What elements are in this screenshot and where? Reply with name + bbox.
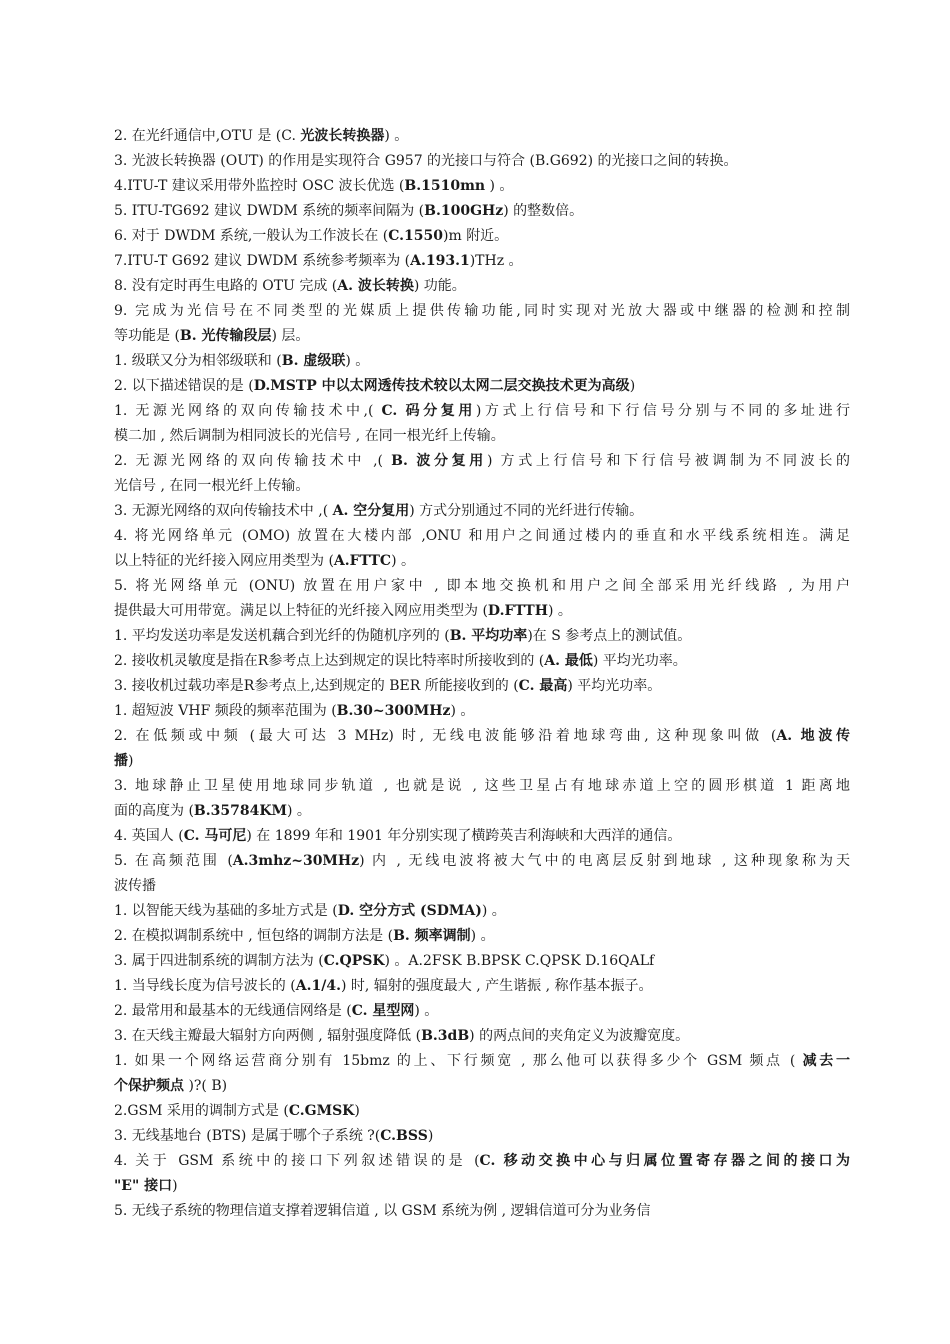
text-line (114, 949, 850, 974)
question-text: ) 层。 (271, 328, 310, 344)
question-text: ) 。 (470, 928, 495, 944)
question-text: 3. 无源光网络的双向传输技术中 ,( (114, 503, 333, 519)
text-line (114, 274, 850, 299)
question-text: 1. 平均发送功率是发送机藕合到光纤的伪随机序列的 ( (114, 628, 450, 644)
question-text: ) 方式分别通过不同的光纤进行传输。 (409, 503, 644, 519)
question-text: ) 。A.2FSK B.BPSK C.QPSK D.16QALf (384, 953, 655, 969)
question-text: ) 方式上行信号和下行信号被调制为不同波长的 (486, 453, 850, 469)
text-line (114, 249, 850, 274)
question-text: 8. 没有定时再生电路的 OTU 完成 ( (114, 278, 338, 294)
question-text: 3. 在天线主瓣最大辐射方向两侧 , 辐射强度降低 ( (114, 1028, 422, 1044)
question-text: 4. 将光网络单元 (OMO) 放置在大楼内部 ,ONU 和用户之间通过楼内的垂直和水平线系统相连。满足 (114, 528, 850, 544)
question-text: 面的高度为 ( (114, 803, 194, 819)
text-line (114, 924, 850, 949)
text-line (114, 1149, 850, 1174)
answer-text: B. 虚级联 (281, 353, 346, 369)
text-line (114, 874, 850, 899)
text-line (114, 849, 850, 874)
text-line (114, 799, 850, 824)
question-text: 2. 在光纤通信中,OTU 是 (C. (114, 128, 301, 144)
answer-text: 播 (114, 753, 128, 769)
text-line (114, 1049, 850, 1074)
question-text: 6. 对于 DWDM 系统,一般认为工作波长在 ( (114, 228, 389, 244)
question-text: 1. 超短波 VHF 频段的频率范围为 ( (114, 703, 337, 719)
answer-text: B.35784KM (193, 803, 287, 819)
question-text: ) 。 (345, 353, 370, 369)
question-text: 2. 在低频或中频 (最大可达 3 MHz) 时, 无线电波能够沿着地球弯曲, 这种现象叫做 ( (114, 728, 777, 744)
text-line (114, 1024, 850, 1049)
question-text: 3. 属于四进制系统的调制方法为 ( (114, 953, 324, 969)
question-text: 光信号 , 在同一根光纤上传输。 (114, 478, 310, 494)
question-text: 9. 完成为光信号在不同类型的光媒质上提供传输功能,同时实现对光放大器或中继器的检测和控制 (114, 303, 850, 319)
answer-text: B.3dB (421, 1028, 470, 1044)
question-text: )?( B) (184, 1078, 228, 1094)
question-text: 等功能是 ( (114, 328, 180, 344)
question-text: 5. ITU-TG692 建议 DWDM 系统的频率间隔为 ( (114, 203, 425, 219)
text-line (114, 324, 850, 349)
question-text: 7.ITU-T G692 建议 DWDM 系统参考频率为 ( (114, 253, 411, 269)
question-text: 2. 在模拟调制系统中 , 恒包络的调制方法是 ( (114, 928, 394, 944)
question-text: 1. 级联又分为相邻级联和 ( (114, 353, 282, 369)
answer-text: A. 波长转换 (337, 278, 414, 294)
question-text: ) 。 (450, 703, 475, 719)
answer-text: C. 移动交换中心与归属位置寄存器之间的接口为 (479, 1153, 850, 1169)
question-text: ) 在 1899 年和 1901 年分别实现了横跨英吉利海峡和大西洋的通信。 (246, 828, 682, 844)
text-line (114, 824, 850, 849)
question-text: ) (354, 1103, 360, 1119)
question-text: 模二加 , 然后调制为相同波长的光信号 , 在同一根光纤上传输。 (114, 428, 505, 444)
text-line (114, 724, 850, 749)
answer-text: C. 马可尼 (183, 828, 247, 844)
answer-text: C. 最高 (518, 678, 568, 694)
answer-text: A.193.1 (410, 253, 470, 269)
question-text: 1. 当导线长度为信号波长的 ( (114, 978, 296, 994)
question-text: 1. 如果一个网络运营商分别有 15bmz 的上、下行频宽 , 那么他可以获得多少个 GSM 频点 ( (114, 1053, 803, 1069)
question-text: 2. 无源光网络的双向传输技术中 ,( (114, 453, 392, 469)
question-text: 5. 将光网络单元 (ONU) 放置在用户家中 , 即本地交换机和用户之间全部采用光纤线路 , 为用户 (114, 578, 850, 594)
question-text: ) 功能。 (413, 278, 466, 294)
question-text: 2. 接收机灵敏度是指在R参考点上达到规定的误比特率时所接收到的 ( (114, 653, 545, 669)
question-text: 3. 接收机过载功率是R参考点上,达到规定的 BER 所能接收到的 ( (114, 678, 519, 694)
text-line (114, 224, 850, 249)
question-text: ) (172, 1178, 178, 1194)
question-text: 3. 地球静止卫星使用地球同步轨道 , 也就是说 , 这些卫星占有地球赤道上空的圆形棋道 1 距离地 (114, 778, 850, 794)
text-line (114, 774, 850, 799)
answer-text: C. 星型网 (351, 1003, 415, 1019)
question-text: 提供最大可用带宽。满足以上特征的光纤接入网应用类型为 ( (114, 603, 488, 619)
answer-text: 减去一 (802, 1053, 850, 1069)
answer-text: A.3mhz~30MHz (232, 853, 360, 869)
answer-text: A. 空分复用 (332, 503, 410, 519)
question-text: ) 。 (384, 128, 409, 144)
question-text: 2. 以下描述错误的是 ( (114, 378, 254, 394)
text-line (114, 749, 850, 774)
text-line (114, 524, 850, 549)
text-line (114, 674, 850, 699)
text-line (114, 199, 850, 224)
document-page (114, 124, 850, 1224)
text-line (114, 299, 850, 324)
answer-text: B. 光传输段层 (179, 328, 272, 344)
text-line (114, 599, 850, 624)
answer-text: 个保护频点 (114, 1078, 184, 1094)
answer-text: C.BSS (380, 1128, 428, 1144)
question-text: )方式上行信号和下行信号分别与不同的多址进行 (475, 403, 850, 419)
answer-text: 光波长转换器 (300, 128, 385, 144)
text-line (114, 424, 850, 449)
text-line (114, 1174, 850, 1199)
answer-text: D.FTTH (487, 603, 548, 619)
question-text: 5. 无线子系统的物理信道支撑着逻辑信道 , 以 GSM 系统为例 , 逻辑信道可分为业务信 (114, 1203, 651, 1219)
text-line (114, 374, 850, 399)
answer-text: D.MSTP 中以太网透传技术较以太网二层交换技术更为高级 (253, 378, 630, 394)
text-line (114, 649, 850, 674)
question-text: ) (427, 1128, 434, 1144)
answer-text: B.1510mn (404, 178, 486, 194)
text-line (114, 549, 850, 574)
question-text: 2.GSM 采用的调制方式是 ( (114, 1103, 289, 1119)
question-text: 4. 关于 GSM 系统中的接口下列叙述错误的是 ( (114, 1153, 480, 1169)
question-text: 2. 最常用和最基本的无线通信网络是 ( (114, 1003, 352, 1019)
text-line (114, 899, 850, 924)
question-text: ) 的两点间的夹角定义为波瓣宽度。 (469, 1028, 690, 1044)
answer-text: C.QPSK (323, 953, 385, 969)
text-line (114, 999, 850, 1024)
answer-text: A.FTTC (333, 553, 392, 569)
answer-text: B. 波分复用 (391, 453, 487, 469)
text-line (114, 1124, 850, 1149)
text-line (114, 699, 850, 724)
question-text: 4. 英国人 ( (114, 828, 184, 844)
text-line (114, 974, 850, 999)
question-text: ) 的整数倍。 (503, 203, 584, 219)
answer-text: A.1/4. (295, 978, 341, 994)
question-text: ) 。 (391, 553, 415, 569)
question-text: 3. 光波长转换器 (OUT) 的作用是实现符合 G957 的光接口与符合 (B.G692) 的光接口之间的转换。 (114, 153, 738, 169)
text-line (114, 449, 850, 474)
text-line (114, 624, 850, 649)
question-text: ) 。 (287, 803, 311, 819)
question-text: )THz 。 (469, 253, 523, 269)
question-text: 4.ITU-T 建议采用带外监控时 OSC 波长优选 ( (114, 178, 405, 194)
question-text: ) 平均光功率。 (567, 678, 662, 694)
answer-text: C. 码分复用 (381, 403, 476, 419)
question-text: ) 平均光功率。 (592, 653, 687, 669)
text-line (114, 474, 850, 499)
question-text: ) 。 (485, 178, 514, 194)
answer-text: A. 地波传 (776, 728, 850, 744)
question-text: 1. 以智能天线为基础的多址方式是 ( (114, 903, 338, 919)
answer-text: B. 平均功率 (449, 628, 528, 644)
text-line (114, 499, 850, 524)
question-text: )m 附近。 (443, 228, 509, 244)
question-text: ) 。 (414, 1003, 439, 1019)
text-line (114, 349, 850, 374)
answer-text: A. 最低 (544, 653, 593, 669)
question-text: ) 时, 辐射的强度最大 , 产生谐振 , 称作基本振子。 (340, 978, 653, 994)
answer-text: C.1550 (388, 228, 443, 244)
text-line (114, 399, 850, 424)
question-text: 1. 无源光网络的双向传输技术中,( (114, 403, 382, 419)
question-text: 以上特征的光纤接入网应用类型为 ( (114, 553, 334, 569)
question-text: ) 内 , 无线电波将被大气中的电离层反射到地球 , 这种现象称为天 (359, 853, 850, 869)
answer-text: B. 频率调制 (393, 928, 471, 944)
question-text: ) (128, 753, 134, 769)
question-text: ) 。 (547, 603, 572, 619)
text-line (114, 1099, 850, 1124)
question-text: 5. 在高频范围 ( (114, 853, 233, 869)
question-text: 3. 无线基地台 (BTS) 是属于哪个子系统 ?( (114, 1128, 381, 1144)
answer-text: "E" 接口 (114, 1178, 173, 1194)
answer-text: D. 空分方式 (SDMA) (337, 903, 482, 919)
answer-text: C.GMSK (288, 1103, 355, 1119)
text-line (114, 574, 850, 599)
text-line (114, 1199, 850, 1224)
question-text: )在 S 参考点上的测试值。 (527, 628, 692, 644)
text-line (114, 174, 850, 199)
text-line (114, 124, 850, 149)
text-line (114, 1074, 850, 1099)
answer-text: B.30~300MHz (336, 703, 451, 719)
question-text: ) (629, 378, 636, 394)
question-text: 波传播 (114, 878, 156, 894)
text-line (114, 149, 850, 174)
question-text: ) 。 (481, 903, 506, 919)
answer-text: B.100GHz (424, 203, 504, 219)
